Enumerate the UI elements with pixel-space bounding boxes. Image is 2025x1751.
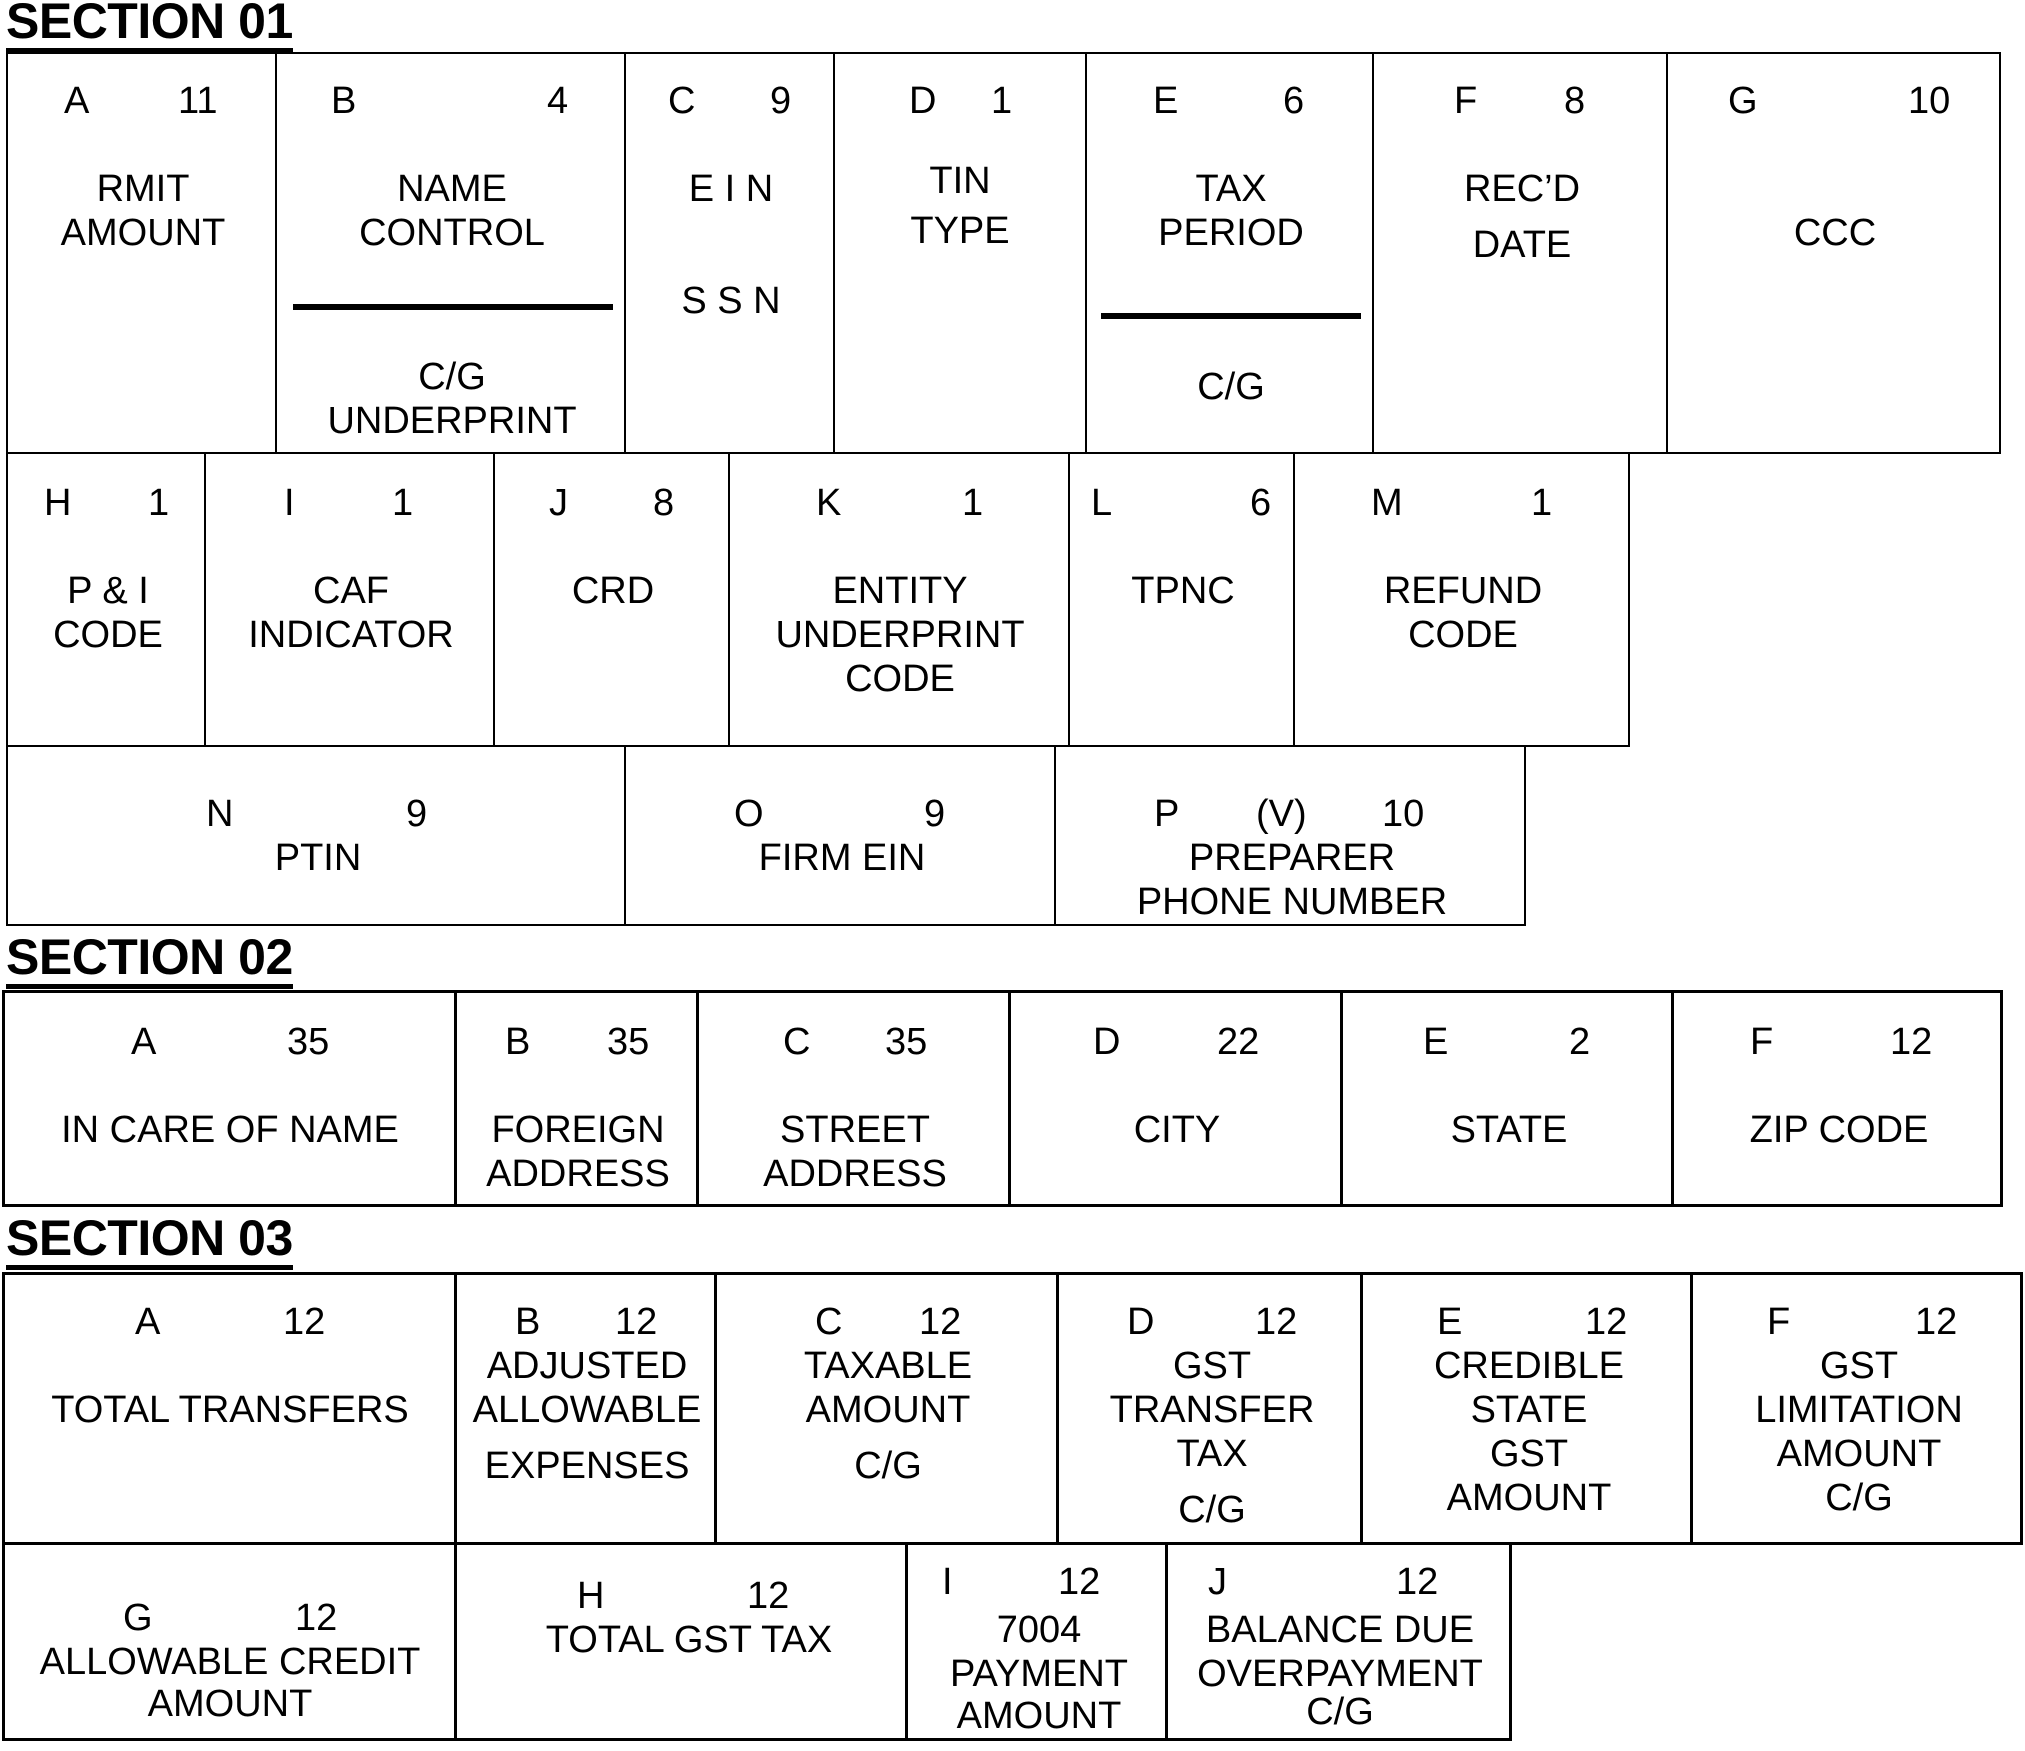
field-label: CREDIBLE <box>1433 1345 1625 1387</box>
field-label: CONTROL <box>359 212 545 254</box>
field-label: AMOUNT <box>805 1389 971 1431</box>
field-label: AMOUNT <box>147 1683 313 1725</box>
field-label: GST <box>1489 1433 1569 1475</box>
field-letter: B <box>331 80 357 122</box>
field-label: C/G <box>1178 1489 1246 1531</box>
field-label: FOREIGN <box>491 1109 665 1151</box>
field-label: CRD <box>571 570 655 612</box>
field-label: CCC <box>1793 212 1877 254</box>
field-length: 6 <box>1283 80 1305 122</box>
field-letter: I <box>284 482 295 524</box>
field-length: 11 <box>178 80 218 122</box>
field-length: 6 <box>1250 482 1272 524</box>
field-box-l <box>1068 452 1295 747</box>
field-length: 12 <box>615 1301 658 1343</box>
field-label: P & I <box>67 570 149 612</box>
field-label: TAXABLE <box>803 1345 973 1387</box>
field-letter: A <box>64 80 90 122</box>
field-label: AMOUNT <box>60 212 226 254</box>
field-label: STATE <box>1470 1389 1588 1431</box>
field-letter: D <box>1127 1301 1155 1343</box>
field-label: NAME <box>397 168 507 210</box>
field-letter: B <box>505 1021 531 1063</box>
field-letter: J <box>1208 1561 1227 1603</box>
field-length: 10 <box>1382 793 1425 835</box>
field-label: ADDRESS <box>763 1153 947 1195</box>
field-letter: G <box>123 1597 153 1639</box>
field-label: IN CARE OF NAME <box>61 1109 399 1151</box>
field-label: ZIP CODE <box>1749 1109 1929 1151</box>
field-label: CITY <box>1133 1109 1221 1151</box>
divider-line <box>293 304 613 310</box>
field-label: UNDERPRINT <box>775 614 1025 656</box>
field-label: PTIN <box>274 837 362 879</box>
field-letter: E <box>1437 1301 1463 1343</box>
field-label: E I N <box>688 168 774 210</box>
field-letter: F <box>1750 1021 1774 1063</box>
field-letter: M <box>1371 482 1403 524</box>
field-label: PREPARER <box>1188 837 1396 879</box>
field-qualifier: (V) <box>1256 793 1307 835</box>
field-label: EXPENSES <box>484 1445 690 1487</box>
field-box-n <box>6 745 626 926</box>
field-length: 12 <box>1058 1561 1101 1603</box>
field-length: 35 <box>885 1021 928 1063</box>
field-box-g <box>1666 52 2001 454</box>
field-letter: F <box>1767 1301 1791 1343</box>
field-label: TOTAL TRANSFERS <box>51 1389 409 1431</box>
field-label: PHONE NUMBER <box>1136 881 1448 923</box>
field-letter: I <box>942 1561 953 1603</box>
field-box-g <box>2 1542 457 1741</box>
field-length: 12 <box>283 1301 326 1343</box>
field-box-c <box>624 52 835 454</box>
field-box-h <box>454 1542 908 1741</box>
field-sublabel: C/G <box>1197 366 1265 408</box>
field-label: PAYMENT <box>949 1653 1129 1695</box>
field-label: AMOUNT <box>1446 1477 1612 1519</box>
field-length: 1 <box>392 482 414 524</box>
field-label: ALLOWABLE <box>472 1389 702 1431</box>
field-box-j <box>493 452 730 747</box>
field-length: 22 <box>1217 1021 1260 1063</box>
field-box-e <box>1360 1272 1693 1545</box>
field-label: INDICATOR <box>248 614 454 656</box>
field-label: GST <box>1819 1345 1899 1387</box>
field-length: 12 <box>1915 1301 1958 1343</box>
field-length: 10 <box>1908 80 1951 122</box>
field-letter: N <box>206 793 234 835</box>
field-label: C/G <box>1825 1477 1893 1519</box>
field-length: 9 <box>770 80 792 122</box>
field-label: 7004 <box>996 1609 1082 1651</box>
section-title: SECTION 01 <box>6 0 293 53</box>
field-box-i <box>204 452 495 747</box>
field-length: 35 <box>287 1021 330 1063</box>
field-box-d <box>833 52 1087 454</box>
field-label: AMOUNT <box>1776 1433 1942 1475</box>
field-length: 9 <box>406 793 428 835</box>
field-label: TYPE <box>910 210 1010 252</box>
field-label: CAF <box>313 570 389 612</box>
field-box-j <box>1165 1542 1512 1741</box>
field-letter: J <box>549 482 568 524</box>
field-label: OVERPAYMENT <box>1197 1653 1483 1695</box>
field-letter: H <box>44 482 72 524</box>
field-letter: D <box>909 80 937 122</box>
field-length: 35 <box>607 1021 650 1063</box>
field-letter: B <box>515 1301 541 1343</box>
field-box-a <box>2 1272 457 1545</box>
field-label: C/G <box>854 1445 922 1487</box>
field-label: ALLOWABLE CREDIT <box>39 1641 421 1683</box>
field-box-b <box>454 990 699 1207</box>
field-label: BALANCE DUE <box>1205 1609 1475 1651</box>
field-box-e <box>1340 990 1674 1207</box>
field-box-f <box>1671 990 2003 1207</box>
field-length: 12 <box>295 1597 338 1639</box>
field-letter: E <box>1153 80 1179 122</box>
field-length: 12 <box>1255 1301 1298 1343</box>
field-label: TOTAL GST TAX <box>545 1619 833 1661</box>
field-label: TIN <box>929 160 991 202</box>
field-label: REC’D <box>1463 168 1581 210</box>
field-letter: A <box>131 1021 157 1063</box>
field-letter: E <box>1423 1021 1449 1063</box>
field-box-c <box>696 990 1011 1207</box>
field-box-f <box>1690 1272 2023 1545</box>
field-sublabel: C/G <box>418 356 486 398</box>
field-length: 1 <box>148 482 170 524</box>
field-box-m <box>1293 452 1630 747</box>
field-box-d <box>1008 990 1343 1207</box>
field-label: DATE <box>1472 224 1572 266</box>
field-length: 12 <box>919 1301 962 1343</box>
field-box-o <box>624 745 1056 926</box>
field-label: TPNC <box>1131 570 1235 612</box>
field-label: ENTITY <box>832 570 968 612</box>
field-box-c <box>714 1272 1059 1545</box>
field-length: 8 <box>653 482 675 524</box>
field-label: LIMITATION <box>1755 1389 1963 1431</box>
field-letter: H <box>577 1575 605 1617</box>
field-label: FIRM EIN <box>758 837 926 879</box>
field-label: STREET <box>780 1109 930 1151</box>
field-sublabel: S S N <box>681 280 781 322</box>
field-length: 2 <box>1569 1021 1591 1063</box>
field-length: 12 <box>1585 1301 1628 1343</box>
field-length: 4 <box>547 80 569 122</box>
field-letter: D <box>1093 1021 1121 1063</box>
field-label: CODE <box>1408 614 1518 656</box>
field-label: TAX <box>1195 168 1267 210</box>
field-letter: C <box>815 1301 843 1343</box>
field-letter: G <box>1728 80 1758 122</box>
field-label: C/G <box>1306 1691 1374 1733</box>
field-box-f <box>1372 52 1668 454</box>
field-label: TAX <box>1176 1433 1248 1475</box>
field-box-e <box>1085 52 1374 454</box>
field-length: 9 <box>924 793 946 835</box>
section-title: SECTION 03 <box>6 1211 293 1270</box>
field-letter: C <box>783 1021 811 1063</box>
divider-line <box>1101 313 1361 319</box>
field-box-d <box>1056 1272 1363 1545</box>
field-label: AMOUNT <box>956 1695 1122 1737</box>
field-label: CODE <box>845 658 955 700</box>
field-box-a <box>6 52 277 454</box>
field-letter: F <box>1454 80 1478 122</box>
field-length: 8 <box>1564 80 1586 122</box>
field-label: GST <box>1172 1345 1252 1387</box>
field-box-b <box>275 52 626 454</box>
field-box-h <box>6 452 206 747</box>
field-length: 1 <box>991 80 1013 122</box>
field-letter: C <box>668 80 696 122</box>
field-box-p <box>1054 745 1526 926</box>
field-letter: A <box>135 1301 161 1343</box>
field-letter: L <box>1091 482 1113 524</box>
field-box-a <box>2 990 457 1207</box>
field-letter: K <box>816 482 842 524</box>
field-label: RMIT <box>96 168 190 210</box>
field-label: STATE <box>1450 1109 1568 1151</box>
field-label: TRANSFER <box>1109 1389 1315 1431</box>
field-label: PERIOD <box>1158 212 1304 254</box>
field-letter: O <box>734 793 764 835</box>
field-length: 12 <box>1890 1021 1933 1063</box>
field-box-i <box>905 1542 1168 1741</box>
field-box-k <box>728 452 1070 747</box>
field-length: 1 <box>962 482 984 524</box>
section-title: SECTION 02 <box>6 930 293 989</box>
field-length: 12 <box>747 1575 790 1617</box>
field-letter: P <box>1154 793 1180 835</box>
field-length: 1 <box>1531 482 1553 524</box>
field-label: CODE <box>53 614 163 656</box>
field-length: 12 <box>1396 1561 1439 1603</box>
field-label: ADDRESS <box>486 1153 670 1195</box>
field-box-b <box>454 1272 717 1545</box>
field-label: REFUND <box>1383 570 1543 612</box>
field-label: ADJUSTED <box>486 1345 688 1387</box>
field-sublabel: UNDERPRINT <box>327 400 577 442</box>
